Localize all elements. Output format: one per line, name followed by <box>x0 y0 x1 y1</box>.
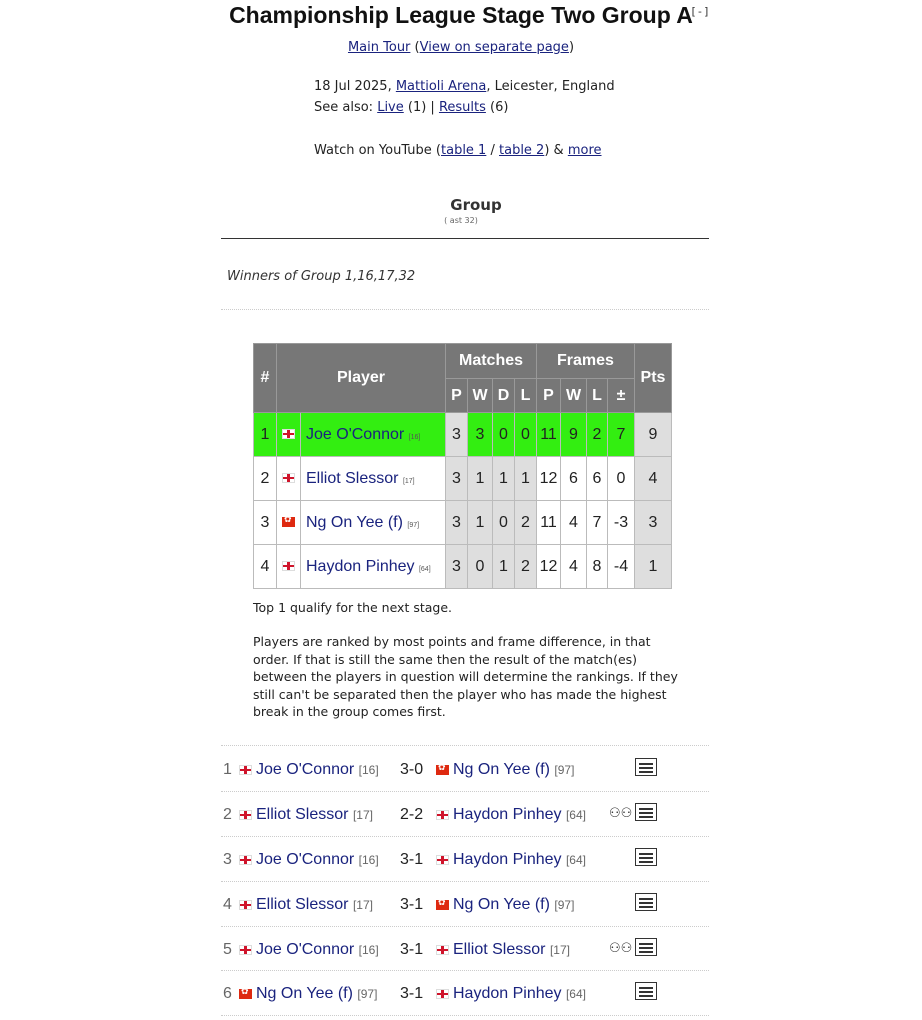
england-flag-icon <box>282 561 295 571</box>
group-subheading: ( ast 32) <box>444 216 478 225</box>
fw-cell: 4 <box>561 545 587 589</box>
match-score: 3-1 <box>400 941 424 958</box>
player-link[interactable]: Haydon Pinhey <box>306 557 415 575</box>
standings-row <box>254 545 672 589</box>
mw-cell: 0 <box>468 545 493 589</box>
standings-row <box>254 457 672 501</box>
player1 <box>239 806 373 824</box>
match-number: 2 <box>223 806 232 823</box>
col-fl: L <box>587 379 608 413</box>
col-fw: W <box>561 379 587 413</box>
fd-cell: 7 <box>608 413 635 457</box>
head-to-head-icon: ⚇⚇ <box>609 940 633 955</box>
player1 <box>239 761 379 779</box>
mp-cell: 3 <box>446 545 468 589</box>
col-ml: L <box>515 379 537 413</box>
head-to-head-icon: ⚇⚇ <box>609 805 633 820</box>
dotted-divider <box>221 745 709 746</box>
group-heading: Group <box>450 196 502 214</box>
watch-label: Watch on YouTube ( <box>314 143 441 158</box>
england-flag-icon <box>282 429 295 439</box>
col-player: Player <box>277 344 446 413</box>
player-link[interactable]: Ng On Yee (f) <box>306 513 403 531</box>
seed: [64] <box>418 565 431 573</box>
mw-cell: 1 <box>468 457 493 501</box>
match-number: 5 <box>223 941 232 958</box>
player2 <box>436 761 574 779</box>
match-details-icon[interactable] <box>635 938 657 956</box>
rank-cell: 1 <box>254 413 277 457</box>
hong-kong-flag-icon <box>436 765 449 775</box>
pts-cell: 4 <box>635 457 672 501</box>
seed: [64] <box>565 987 586 1001</box>
see-also <box>314 100 508 115</box>
paren-open: ( <box>410 40 420 55</box>
mp-cell: 3 <box>446 501 468 545</box>
main-tour-link[interactable]: Main Tour <box>347 40 411 55</box>
md-cell: 0 <box>493 501 515 545</box>
player2-link[interactable]: Ng On Yee (f) <box>453 896 550 913</box>
match-number: 4 <box>223 896 232 913</box>
match-row <box>221 928 709 972</box>
event-date: 18 Jul 2025, <box>314 79 396 94</box>
ranking-note: Players are ranked by most points and frame difference, in that order. If that is still the same then the result of the match(es) between the players in question will determine the rankings. If they still can't be separated then the player who has made the highest break in the group comes first. <box>253 634 678 719</box>
match-score: 3-1 <box>400 896 424 913</box>
england-flag-icon <box>239 945 252 955</box>
player-link[interactable]: Elliot Slessor <box>306 469 399 487</box>
col-md: D <box>493 379 515 413</box>
flag-cell <box>277 413 301 457</box>
player1 <box>239 985 377 1003</box>
separate-page-link[interactable]: View on separate page <box>419 40 569 55</box>
md-cell: 1 <box>493 545 515 589</box>
player1-link[interactable]: Ng On Yee (f) <box>256 985 353 1002</box>
col-mw: W <box>468 379 493 413</box>
match-row <box>221 838 709 882</box>
table1-link[interactable]: table 1 <box>441 143 487 158</box>
sub-links <box>0 40 922 55</box>
seed: [64] <box>565 808 586 822</box>
player2 <box>436 985 586 1003</box>
standings-table <box>253 343 672 589</box>
seed: [17] <box>402 477 415 485</box>
seed: [16] <box>358 853 379 867</box>
match-score: 3-1 <box>400 851 424 868</box>
player2-link[interactable]: Ng On Yee (f) <box>453 761 550 778</box>
title-row <box>0 2 922 29</box>
fw-cell: 9 <box>561 413 587 457</box>
dotted-divider <box>221 881 709 882</box>
fl-cell: 6 <box>587 457 608 501</box>
player1 <box>239 941 379 959</box>
seed: [17] <box>352 898 373 912</box>
watch-youtube <box>314 143 602 158</box>
match-row <box>221 883 709 927</box>
match-row <box>221 793 709 837</box>
england-flag-icon <box>239 900 252 910</box>
divider <box>221 238 709 239</box>
event-location: , Leicester, England <box>486 79 615 94</box>
seed: [97] <box>407 521 420 529</box>
col-matches: Matches <box>446 344 537 379</box>
and-text: ) & <box>544 143 568 158</box>
dotted-divider <box>221 836 709 837</box>
see-also-label: See also: <box>314 100 378 115</box>
results-count: (6) <box>485 100 509 115</box>
match-score: 3-0 <box>400 761 424 778</box>
col-fd: ± <box>608 379 635 413</box>
table2-link[interactable]: table 2 <box>499 143 545 158</box>
pts-cell: 1 <box>635 545 672 589</box>
match-details-icon[interactable] <box>635 758 657 776</box>
results-link[interactable]: Results <box>438 100 486 115</box>
player2 <box>436 941 570 959</box>
fl-cell: 8 <box>587 545 608 589</box>
england-flag-icon <box>436 945 449 955</box>
player-cell <box>301 413 446 457</box>
fd-cell: -4 <box>608 545 635 589</box>
ml-cell: 2 <box>515 501 537 545</box>
seed: [16] <box>358 943 379 957</box>
flag-cell <box>277 457 301 501</box>
player2 <box>436 896 574 914</box>
mw-cell: 3 <box>468 413 493 457</box>
fw-cell: 6 <box>561 457 587 501</box>
ml-cell: 1 <box>515 457 537 501</box>
col-frames: Frames <box>537 344 635 379</box>
more-link[interactable]: more <box>567 143 602 158</box>
england-flag-icon <box>239 765 252 775</box>
event-info <box>314 79 615 94</box>
page-title: Championship League Stage Two Group A <box>229 2 693 28</box>
player1 <box>239 896 373 914</box>
standings-row <box>254 501 672 545</box>
seed: [17] <box>352 808 373 822</box>
live-count: (1) | <box>403 100 439 115</box>
slash: / <box>486 143 499 158</box>
live-link[interactable]: Live <box>377 100 404 115</box>
player1-link[interactable]: Elliot Slessor <box>256 806 349 823</box>
player-cell <box>301 545 446 589</box>
player-link[interactable]: Joe O'Connor <box>306 425 405 443</box>
seed: [17] <box>549 943 570 957</box>
player2-link[interactable]: Elliot Slessor <box>453 941 546 958</box>
seed: [16] <box>358 763 379 777</box>
ml-cell: 0 <box>515 413 537 457</box>
england-flag-icon <box>239 810 252 820</box>
seed: [97] <box>357 987 378 1001</box>
player-cell <box>301 457 446 501</box>
fp-cell: 12 <box>537 545 561 589</box>
fp-cell: 12 <box>537 457 561 501</box>
england-flag-icon <box>436 855 449 865</box>
fw-cell: 4 <box>561 501 587 545</box>
seed: [64] <box>565 853 586 867</box>
match-details-icon[interactable] <box>635 982 657 1000</box>
england-flag-icon <box>239 855 252 865</box>
player1 <box>239 851 379 869</box>
flag-cell <box>277 501 301 545</box>
qualify-note: Top 1 qualify for the next stage. <box>253 600 452 615</box>
hong-kong-flag-icon <box>436 900 449 910</box>
player-cell <box>301 501 446 545</box>
rank-cell: 3 <box>254 501 277 545</box>
md-cell: 0 <box>493 413 515 457</box>
col-pts: Pts <box>635 344 672 413</box>
match-number: 3 <box>223 851 232 868</box>
flag-cell <box>277 545 301 589</box>
player1-link[interactable]: Joe O'Connor <box>256 761 355 778</box>
md-cell: 1 <box>493 457 515 501</box>
mp-cell: 3 <box>446 413 468 457</box>
seed: [97] <box>554 898 575 912</box>
venue-link[interactable]: Mattioli Arena <box>395 79 487 94</box>
pts-cell: 3 <box>635 501 672 545</box>
fd-cell: -3 <box>608 501 635 545</box>
match-details-icon[interactable] <box>635 803 657 821</box>
hong-kong-flag-icon <box>282 517 295 527</box>
hong-kong-flag-icon <box>239 989 252 999</box>
fl-cell: 7 <box>587 501 608 545</box>
mw-cell: 1 <box>468 501 493 545</box>
player2 <box>436 851 586 869</box>
dotted-divider <box>221 309 709 310</box>
ml-cell: 2 <box>515 545 537 589</box>
col-fp: P <box>537 379 561 413</box>
fp-cell: 11 <box>537 413 561 457</box>
col-rank: # <box>254 344 277 413</box>
fl-cell: 2 <box>587 413 608 457</box>
match-number: 6 <box>223 985 232 1002</box>
rank-cell: 4 <box>254 545 277 589</box>
paren-close: ) <box>568 40 575 55</box>
england-flag-icon <box>282 473 295 483</box>
dotted-divider <box>221 970 709 971</box>
player1-link[interactable]: Joe O'Connor <box>256 851 355 868</box>
winners-note: Winners of Group 1,16,17,32 <box>227 269 416 284</box>
match-details-icon[interactable] <box>635 848 657 866</box>
player2-link[interactable]: Haydon Pinhey <box>453 985 562 1002</box>
pts-cell: 9 <box>635 413 672 457</box>
collapse-toggle[interactable]: [-] <box>690 5 710 18</box>
player1-link[interactable]: Elliot Slessor <box>256 896 349 913</box>
col-mp: P <box>446 379 468 413</box>
match-score: 3-1 <box>400 985 424 1002</box>
england-flag-icon <box>436 989 449 999</box>
england-flag-icon <box>436 810 449 820</box>
player2-link[interactable]: Haydon Pinhey <box>453 851 562 868</box>
fd-cell: 0 <box>608 457 635 501</box>
match-row <box>221 972 709 1016</box>
rank-cell: 2 <box>254 457 277 501</box>
match-row <box>221 748 709 792</box>
dotted-divider <box>221 1015 709 1016</box>
mp-cell: 3 <box>446 457 468 501</box>
player2-link[interactable]: Haydon Pinhey <box>453 806 562 823</box>
seed: [97] <box>554 763 575 777</box>
player1-link[interactable]: Joe O'Connor <box>256 941 355 958</box>
seed: [16] <box>408 433 421 441</box>
match-details-icon[interactable] <box>635 893 657 911</box>
fp-cell: 11 <box>537 501 561 545</box>
dotted-divider <box>221 791 709 792</box>
match-number: 1 <box>223 761 232 778</box>
player2 <box>436 806 586 824</box>
match-score: 2-2 <box>400 806 424 823</box>
standings-row <box>254 413 672 457</box>
dotted-divider <box>221 926 709 927</box>
